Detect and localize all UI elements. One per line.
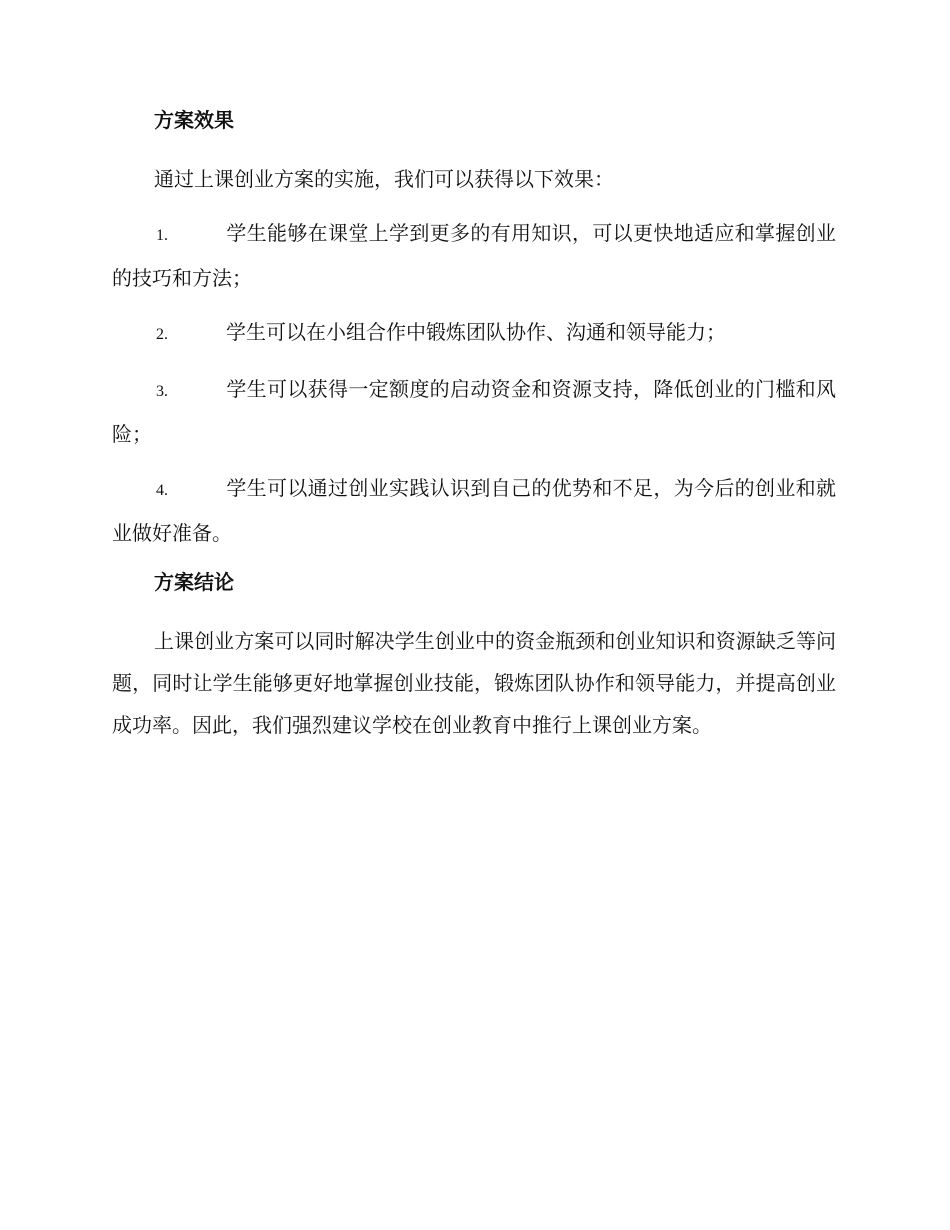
effect-item-2-text: 学生可以在小组合作中锻炼团队协作、沟通和领导能力；	[226, 320, 726, 344]
effect-item-1-number: 1.	[156, 227, 168, 244]
effect-item-1-text: 学生能够在课堂上学到更多的有用知识，可以更快地适应和掌握创业的技巧和方法；	[112, 221, 836, 290]
heading-conclusion: 方案结论	[154, 570, 234, 594]
effect-item-3-text: 学生可以获得一定额度的启动资金和资源支持，降低创业的门槛和风险；	[112, 377, 836, 446]
effect-item-4	[112, 467, 836, 554]
effect-item-4-number: 4.	[156, 482, 168, 499]
effect-intro: 通过上课创业方案的实施，我们可以获得以下效果：	[154, 167, 614, 191]
effect-item-3	[112, 368, 836, 455]
document-page	[112, 104, 836, 758]
effect-item-4-text: 学生可以通过创业实践认识到自己的优势和不足，为今后的创业和就业做好准备。	[112, 476, 836, 545]
heading-effect: 方案效果	[154, 108, 234, 132]
effect-list	[112, 212, 836, 554]
effect-item-2	[112, 311, 836, 356]
effect-item-2-number: 2.	[156, 326, 168, 343]
effect-item-3-number: 3.	[156, 383, 168, 400]
conclusion-body: 上课创业方案可以同时解决学生创业中的资金瓶颈和创业知识和资源缺乏等问题，同时让学生能够更好地掌握创业技能，锻炼团队协作和领导能力，并提高创业成功率。因此，我们强烈建议学校在创业教育中推行上课创业方案。	[112, 629, 836, 737]
effect-item-1	[112, 212, 836, 299]
